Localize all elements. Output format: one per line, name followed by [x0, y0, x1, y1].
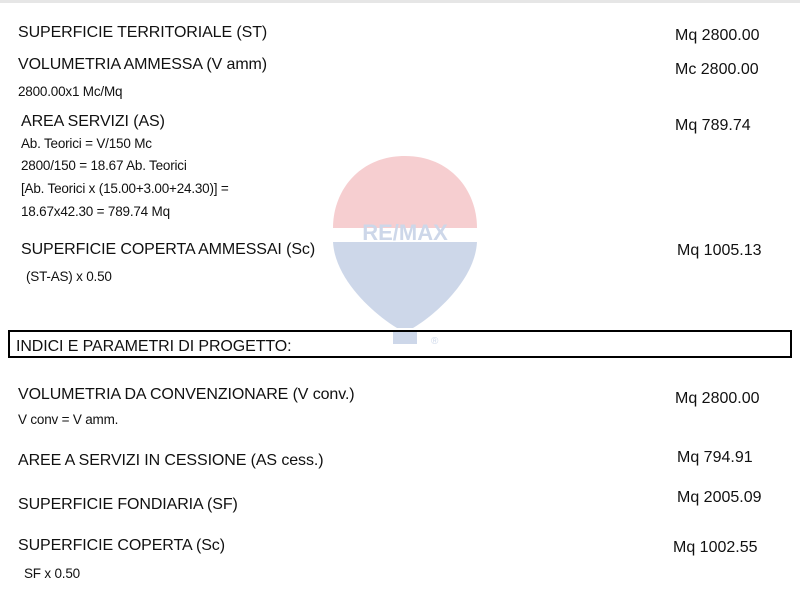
row-vconv-label: VOLUMETRIA DA CONVENZIONARE (V conv.): [18, 386, 355, 403]
row-sc2-label: SUPERFICIE COPERTA (Sc): [18, 537, 225, 554]
section-title: INDICI E PARAMETRI DI PROGETTO:: [16, 338, 292, 355]
row-ascess-label: AREE A SERVIZI IN CESSIONE (AS cess.): [18, 452, 324, 469]
row-sc-label: SUPERFICIE COPERTA AMMESSAI (Sc): [21, 241, 316, 258]
row-st-label: SUPERFICIE TERRITORIALE (ST): [18, 24, 268, 41]
row-sf-value: Mq 2005.09: [677, 489, 762, 506]
row-vamm-label: VOLUMETRIA AMMESSA (V amm): [18, 56, 268, 73]
row-sc-note: (ST-AS) x 0.50: [26, 269, 112, 284]
section-header-box: [8, 330, 792, 358]
top-border: [0, 0, 800, 3]
row-vconv-note: V conv = V amm.: [18, 412, 119, 427]
row-sc-value: Mq 1005.13: [677, 242, 762, 259]
row-st-value: Mq 2800.00: [675, 27, 760, 44]
remax-balloon-watermark: [325, 150, 485, 350]
row-sc2-value: Mq 1002.55: [673, 539, 758, 556]
watermark-registered: ®: [431, 336, 439, 347]
row-vconv-value: Mq 2800.00: [675, 390, 760, 407]
row-as-label: AREA SERVIZI (AS): [21, 113, 165, 130]
row-sf-label: SUPERFICIE FONDIARIA (SF): [18, 496, 238, 513]
row-vamm-value: Mc 2800.00: [675, 61, 759, 78]
row-as-note: [Ab. Teorici x (15.00+3.00+24.30)] =: [21, 181, 229, 196]
row-as-note: 18.67x42.30 = 789.74 Mq: [21, 204, 170, 219]
row-vamm-note: 2800.00x1 Mc/Mq: [18, 84, 123, 99]
row-sc2-note: SF x 0.50: [24, 566, 80, 581]
row-as-value: Mq 789.74: [675, 117, 751, 134]
row-as-note: 2800/150 = 18.67 Ab. Teorici: [21, 158, 187, 173]
watermark-brand: RE/MAX: [362, 220, 448, 245]
row-ascess-value: Mq 794.91: [677, 449, 753, 466]
row-as-note: Ab. Teorici = V/150 Mc: [21, 136, 152, 151]
